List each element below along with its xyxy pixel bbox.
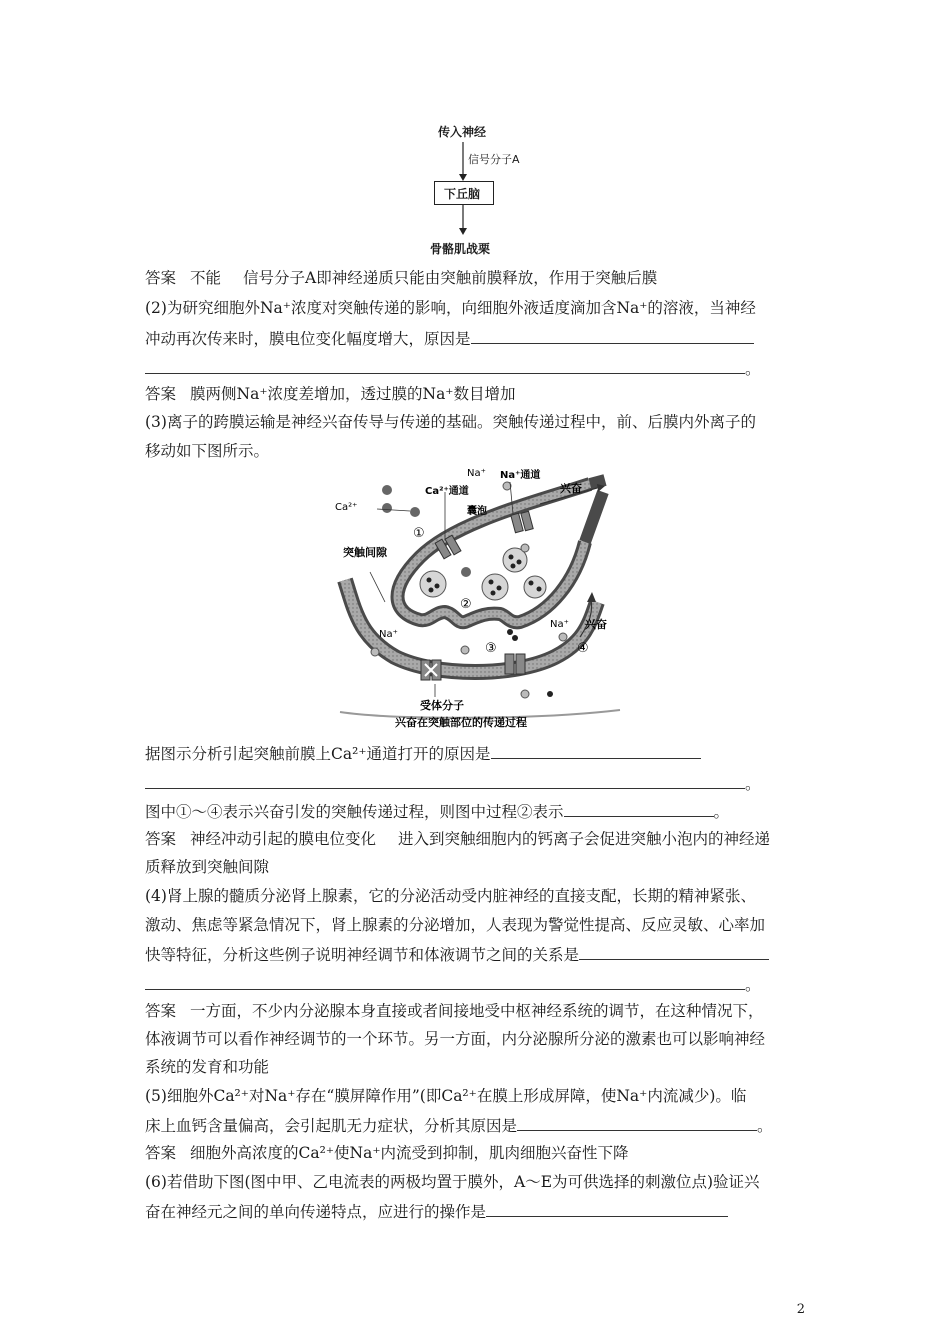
diagram-caption: 兴奋在突触部位的传递过程 xyxy=(395,716,527,729)
answer-2: 答案 膜两侧Na⁺浓度差增加，透过膜的Na⁺数目增加 xyxy=(145,385,516,403)
label-na-plus-top: Na⁺ xyxy=(467,468,486,479)
answer-4-line2: 体液调节可以看作神经调节的一个环节。另一方面，内分泌腺所分泌的激素也可以影响神经 xyxy=(145,1030,766,1048)
label-step3: ③ xyxy=(485,641,497,656)
answer-blank xyxy=(145,358,745,374)
answer-4-line3: 系统的发育和功能 xyxy=(145,1058,270,1076)
question-3b: 图中①～④表示兴奋引发的突触传递过程，则图中过程②表示 。 xyxy=(145,803,730,821)
answer-blank xyxy=(491,743,701,759)
question-3a: 据图示分析引起突触前膜上Ca²⁺通道打开的原因是 xyxy=(145,743,701,764)
question-3-line1: (3)离子的跨膜运输是神经兴奋传导与传递的基础。突触传递过程中，前、后膜内外离子的 xyxy=(145,413,756,431)
answer-4-line1: 答案 一方面，不少内分泌腺本身直接或者间接地受中枢神经系统的调节，在这种情况下， xyxy=(145,1002,764,1020)
answer-blank xyxy=(564,801,714,817)
label-na-channel: Na⁺通道 xyxy=(500,470,541,481)
question-5-line1: (5)细胞外Ca²⁺对Na⁺存在“膜屏障作用”(即Ca²⁺在膜上形成屏障，使Na⁺内流减少)。临 xyxy=(145,1087,747,1105)
answer-5: 答案 细胞外高浓度的Ca²⁺使Na⁺内流受到抑制，肌肉细胞兴奋性下降 xyxy=(145,1144,629,1162)
label-na-right: Na⁺ xyxy=(550,619,569,630)
question-4-line1: (4)肾上腺的髓质分泌肾上腺素，它的分泌活动受内脏神经的直接支配，长期的精神紧张、 xyxy=(145,887,756,905)
question-5-line2: 床上血钙含量偏高，会引起肌无力症状，分析其原因是 。 xyxy=(145,1117,773,1135)
answer-1: 答案 不能 信号分子A即神经递质只能由突触前膜释放，作用于突触后膜 xyxy=(145,269,658,287)
answer-3-line1: 答案 神经冲动引起的膜电位变化 进入到突触细胞内的钙离子会促进突触小泡内的神经递 xyxy=(145,830,771,848)
synapse-diagram xyxy=(335,462,625,732)
question-4-line3: 快等特征，分析这些例子说明神经调节和体液调节之间的关系是 xyxy=(145,944,769,965)
question-4-line4: 。 xyxy=(145,974,761,995)
label-excitation-right: 兴奋 xyxy=(585,618,607,631)
answer-label: 答案 xyxy=(145,385,177,403)
question-2-line2: 冲动再次传来时，膜电位变化幅度增大，原因是 xyxy=(145,328,754,349)
label-step2: ② xyxy=(460,597,472,612)
page-number: 2 xyxy=(796,1302,805,1317)
question-6-line2: 奋在神经元之间的单向传递特点，应进行的操作是 xyxy=(145,1201,728,1222)
vesicle xyxy=(524,576,546,598)
answer-label: 答案 xyxy=(145,830,177,848)
question-6-line1: (6)若借助下图(图中甲、乙电流表的两极均置于膜外，A～E为可供选择的刺激位点)验证兴 xyxy=(145,1173,760,1191)
question-3a-line2: 。 xyxy=(145,773,761,794)
label-cleft: 突触间隙 xyxy=(343,546,387,559)
flowchart-signal-label: 信号分子A xyxy=(468,153,520,166)
vesicle xyxy=(420,571,446,597)
label-vesicle: 囊泡 xyxy=(467,506,487,517)
answer-blank xyxy=(486,1201,728,1217)
label-ca-channel: Ca²⁺通道 xyxy=(425,486,469,497)
question-2-line1: (2)为研究细胞外Na⁺浓度对突触传递的影响，向细胞外液适度滴加含Na⁺的溶液，当神经 xyxy=(145,299,756,317)
question-2-line3: 。 xyxy=(145,358,761,379)
label-ca-plus: Ca²⁺ xyxy=(335,502,358,513)
label-step1: ① xyxy=(413,526,425,541)
flowchart-box xyxy=(434,181,494,205)
na-channel-top xyxy=(511,511,533,532)
answer-blank xyxy=(471,328,754,344)
answer-blank xyxy=(517,1115,757,1131)
answer-blank xyxy=(145,773,745,789)
answer-blank xyxy=(145,974,745,990)
label-excitation-top: 兴奋 xyxy=(560,482,582,495)
answer-blank xyxy=(579,944,769,960)
flowchart-top-label: 传入神经 xyxy=(438,125,487,139)
label-step4: ④ xyxy=(577,641,589,656)
answer-3-line2: 质释放到突触间隙 xyxy=(145,858,270,876)
label-na-left: Na⁺ xyxy=(379,629,398,640)
label-receptor: 受体分子 xyxy=(420,699,464,712)
question-3-line2: 移动如下图所示。 xyxy=(145,442,270,460)
answer-label: 答案 xyxy=(145,1002,177,1020)
flowchart-bottom-label: 骨骼肌战栗 xyxy=(430,242,491,256)
answer-label: 答案 xyxy=(145,269,177,287)
vesicle xyxy=(482,574,508,600)
answer-label: 答案 xyxy=(145,1144,177,1162)
question-4-line2: 激动、焦虑等紧急情况下，肾上腺素的分泌增加，人表现为警觉性提高、反应灵敏、心率加 xyxy=(145,916,766,934)
flowchart-box-label: 下丘脑 xyxy=(444,187,481,201)
